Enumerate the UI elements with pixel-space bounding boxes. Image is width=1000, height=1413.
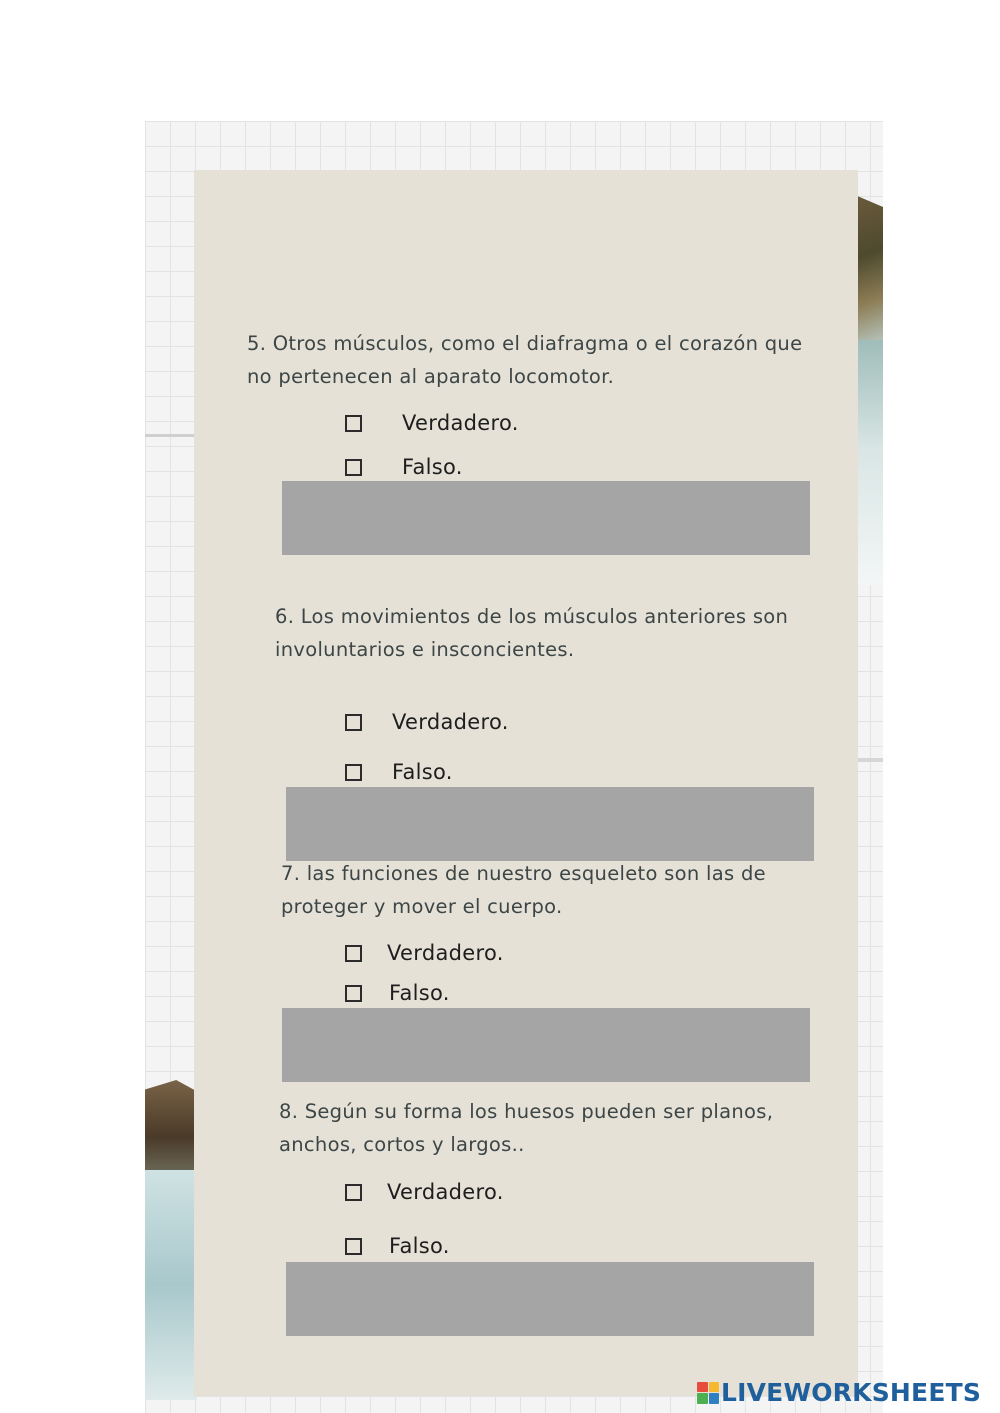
question-7-answer-box[interactable] [282, 1008, 810, 1082]
question-8-text: 8. Según su forma los huesos pueden ser planos, anchos, cortos y largos.. [279, 1100, 774, 1156]
checkbox[interactable] [345, 415, 362, 432]
checkbox[interactable] [345, 1184, 362, 1201]
checkbox[interactable] [345, 945, 362, 962]
question-8-option-false[interactable] [345, 1234, 450, 1258]
logo-square-red [697, 1382, 708, 1393]
checkbox[interactable] [345, 1238, 362, 1255]
logo-square-green [697, 1393, 708, 1404]
logo-square-yellow [709, 1382, 720, 1393]
question-5-text: 5. Otros músculos, como el diafragma o el corazón que no pertenecen al aparato locomotor. [247, 332, 803, 388]
worksheet-card [194, 170, 858, 1396]
option-label: Verdadero. [387, 1180, 504, 1204]
rock-decoration-right [855, 195, 883, 345]
option-label: Falso. [402, 455, 463, 479]
checkbox[interactable] [345, 985, 362, 1002]
question-6-option-true[interactable] [345, 710, 509, 734]
checkbox[interactable] [345, 459, 362, 476]
divider-line-left [145, 434, 195, 437]
water-decoration-left [145, 1170, 197, 1400]
logo-square-blue [709, 1393, 720, 1404]
option-label: Verdadero. [402, 411, 519, 435]
liveworksheets-logo[interactable] [697, 1378, 981, 1407]
question-7-option-true[interactable] [345, 941, 504, 965]
question-5-option-false[interactable] [345, 455, 463, 479]
question-5-option-true[interactable] [345, 411, 519, 435]
question-6-text: 6. Los movimientos de los músculos anteriores son involuntarios e insconcientes. [275, 605, 789, 661]
option-label: Verdadero. [392, 710, 509, 734]
question-7-option-false[interactable] [345, 981, 450, 1005]
question-8-option-true[interactable] [345, 1180, 504, 1204]
checkbox[interactable] [345, 764, 362, 781]
water-decoration-right [855, 340, 883, 585]
question-8-answer-box[interactable] [286, 1262, 814, 1336]
question-6-answer-box[interactable] [286, 787, 814, 861]
divider-line-right [858, 758, 883, 762]
question-7-text: 7. las funciones de nuestro esqueleto son las de proteger y mover el cuerpo. [281, 862, 766, 918]
option-label: Falso. [389, 1234, 450, 1258]
option-label: Falso. [392, 760, 453, 784]
question-5-answer-box[interactable] [282, 481, 810, 555]
option-label: Verdadero. [387, 941, 504, 965]
question-6-option-false[interactable] [345, 760, 453, 784]
brand-name: LIVEWORKSHEETS [721, 1378, 982, 1407]
liveworksheets-logo-icon [697, 1382, 719, 1404]
rock-decoration-left [145, 1080, 197, 1175]
checkbox[interactable] [345, 714, 362, 731]
option-label: Falso. [389, 981, 450, 1005]
